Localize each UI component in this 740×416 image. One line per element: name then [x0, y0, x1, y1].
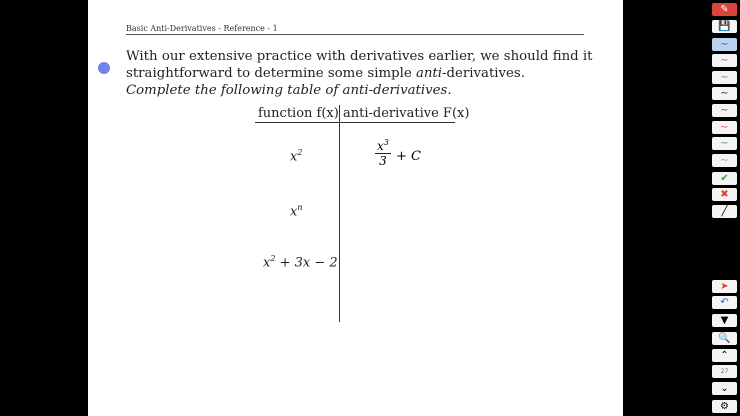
- pen-color-icon[interactable]: ∼: [712, 71, 737, 84]
- pen-color-icon[interactable]: ∼: [712, 137, 737, 150]
- table-divider: [339, 105, 340, 322]
- col-header-function: function f(x): [258, 106, 339, 121]
- document-page: [88, 0, 623, 416]
- page-number: 27: [712, 365, 737, 378]
- save-icon[interactable]: 💾: [712, 20, 737, 33]
- paragraph-text: With our extensive practice with derivatives earlier, we should find it straightforward to determine some simple: [126, 49, 593, 81]
- page-up-icon[interactable]: ⌃: [712, 349, 737, 362]
- line-tool-icon[interactable]: ╱: [712, 205, 737, 218]
- pen-color-icon[interactable]: ∼: [712, 154, 737, 167]
- row3-function: $x^2 + 3x - 2$: [263, 254, 338, 271]
- row1-constant: + C: [396, 149, 421, 164]
- app-logo-button[interactable]: ✎: [712, 3, 737, 16]
- settings-icon[interactable]: ⚙: [712, 400, 737, 413]
- header-rule: [126, 34, 584, 35]
- pen-color-icon[interactable]: ∼: [712, 38, 737, 51]
- pen-color-icon[interactable]: ∼: [712, 87, 737, 100]
- paragraph-italic: anti: [415, 66, 443, 81]
- row1-function: $x^2$: [290, 148, 303, 165]
- paragraph-end: -derivatives.: [442, 66, 525, 81]
- table-header-rule: [255, 122, 455, 123]
- pointer-tool-icon[interactable]: ➤: [712, 280, 737, 293]
- row1-antiderivative: $\frac{x^3}{3}$: [377, 138, 389, 168]
- instruction-text: Complete the following table of anti-derivatives.: [126, 83, 452, 98]
- pen-color-icon[interactable]: ∼: [712, 54, 737, 67]
- delete-icon[interactable]: ✖: [712, 188, 737, 201]
- row2-function: $x^n$: [290, 203, 303, 220]
- col-header-antiderivative: anti-derivative F(x): [343, 106, 470, 121]
- zoom-icon[interactable]: 🔍: [712, 332, 737, 345]
- pen-color-icon[interactable]: ∼: [712, 104, 737, 117]
- undo-icon[interactable]: ↶: [712, 296, 737, 309]
- pen-color-icon[interactable]: ∼: [712, 121, 737, 134]
- dropdown-icon[interactable]: ▼: [712, 314, 737, 327]
- page-down-icon[interactable]: ⌄: [712, 382, 737, 395]
- page-header: Basic Anti-Derivatives - Reference - 1: [126, 24, 278, 33]
- pointer-cursor: [98, 62, 110, 74]
- check-icon[interactable]: ✔: [712, 172, 737, 185]
- intro-paragraph: [126, 48, 596, 99]
